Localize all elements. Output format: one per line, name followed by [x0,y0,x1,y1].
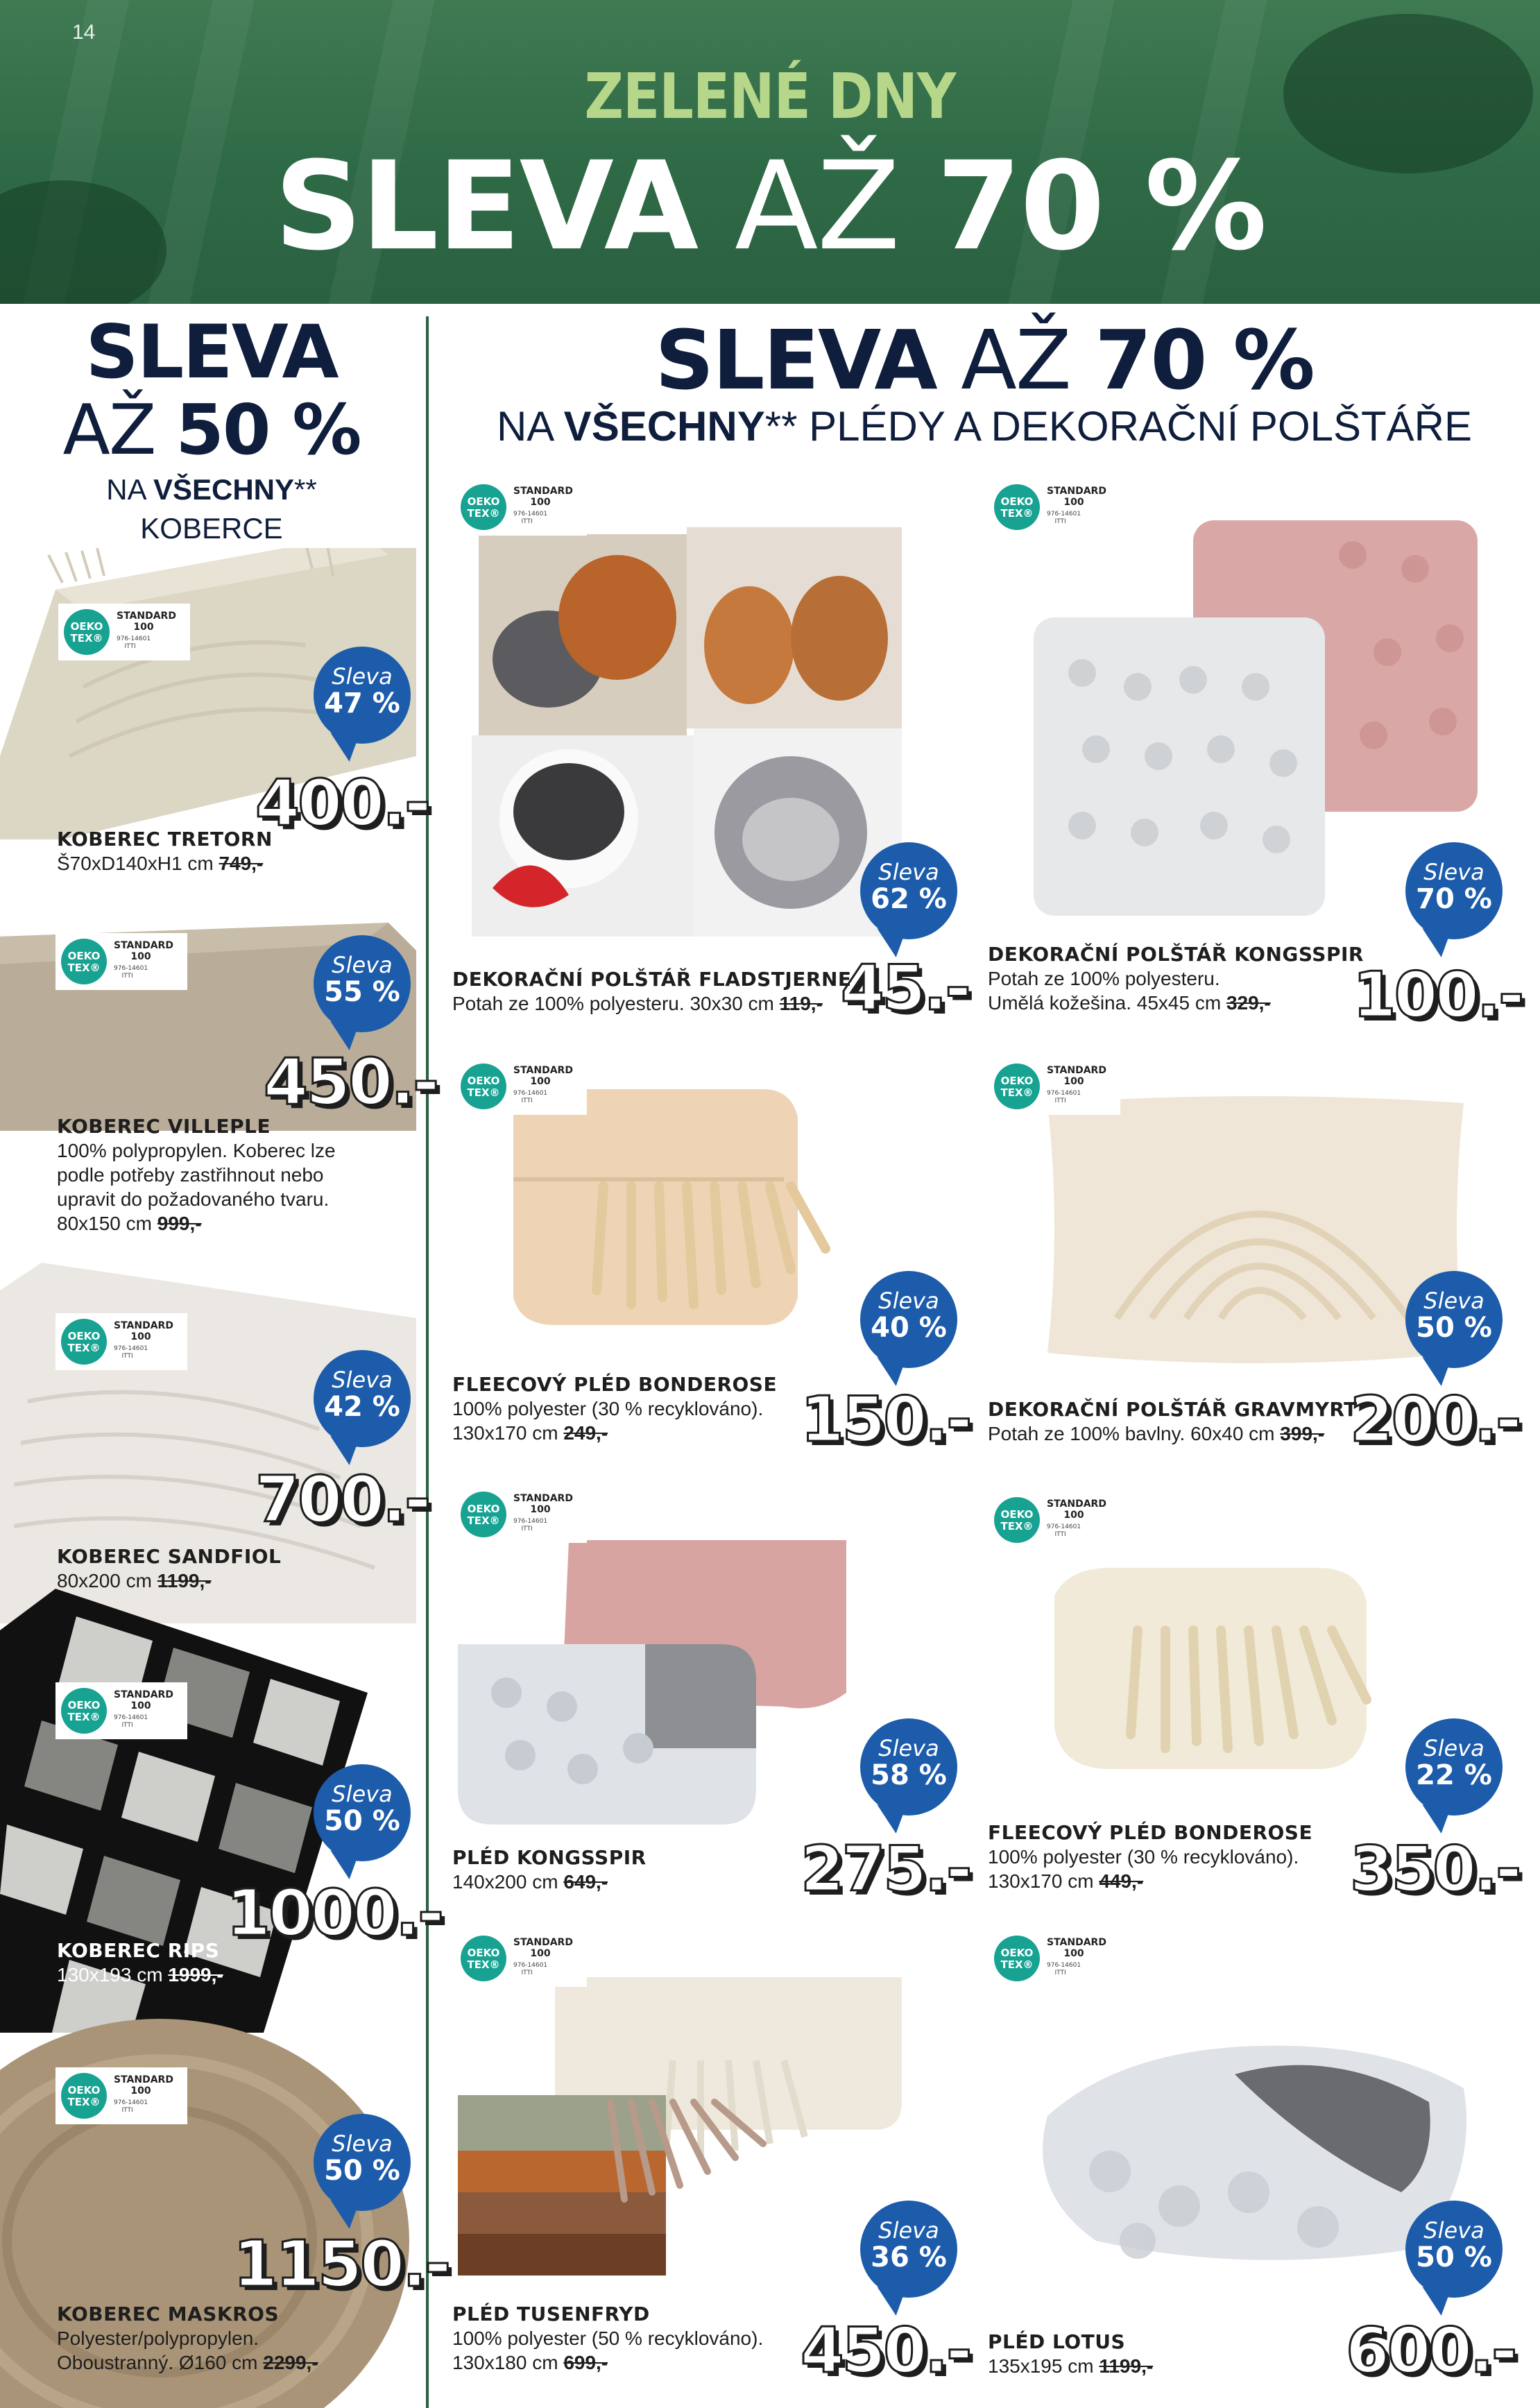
oeko-tex-logo-icon: OEKO TEX® [461,1936,506,1981]
rugs-discount: AŽ 50 % [62,389,361,470]
old-price: 1999,- [168,1964,223,1986]
product-name: PLÉD KONGSSPIR [452,1846,647,1869]
product-name: DEKORAČNÍ POLŠTÁŘ FLADSTJERNE [452,968,852,991]
old-price: 249,- [563,1422,608,1444]
price: 600.- [1346,2314,1516,2387]
product-desc: 100% polyester (30 % recyklováno). [452,1398,764,1419]
price: 400.- [255,766,429,840]
oeko-tex-label: OEKO TEX® STANDARD 100 976-14601 ITTI [455,1930,587,1987]
product-desc: 80x200 cm 1199,- [57,1570,212,1591]
discount-badge: Sleva 40 % [860,1271,957,1368]
product-name: FLEECOVÝ PLÉD BONDEROSE [452,1373,778,1396]
textiles-subline: NA VŠECHNY** PLÉDY A DEKORAČNÍ POLŠTÁŘE [496,403,1473,450]
discount-badge: Sleva 50 % [1405,1271,1503,1368]
oeko-tex-label: OEKO TEX® STANDARD 100 976-14601 ITTI [55,1313,187,1370]
oeko-tex-logo-icon: OEKO TEX® [461,1064,506,1109]
old-price: 119,- [779,993,823,1014]
product-desc: 100% polypropylen. Koberec lze [57,1140,336,1161]
old-price: 449,- [1099,1870,1144,1892]
oeko-tex-label: OEKO TEX® STANDARD 100 976-14601 ITTI [55,933,187,990]
discount-badge: Sleva 36 % [860,2201,957,2298]
product-name: KOBEREC RIPS [57,1939,220,1962]
oeko-tex-label: OEKO TEX® STANDARD 100 976-14601 ITTI [455,1486,587,1543]
price: 45.- [841,952,969,1025]
product-name: PLÉD TUSENFRYD [452,2303,650,2325]
product-desc: 130x170 cm 249,- [452,1422,608,1444]
oeko-tex-logo-icon: OEKO TEX® [61,939,107,984]
banner-title: SLEVA AŽ 70 % [274,135,1266,277]
discount-badge: Sleva 50 % [314,1764,411,1861]
price: 200.- [1350,1383,1520,1456]
product-desc: upravit do požadovaného tvaru. [57,1188,330,1210]
price: 1000.- [226,1876,443,1950]
rugs-headline: SLEVA [85,309,338,395]
old-price: 329,- [1226,992,1271,1014]
product-desc: Umělá kožešina. 45x45 cm 329,- [988,992,1271,1014]
price: 100.- [1353,959,1523,1032]
product-desc: 130x193 cm 1999,- [57,1964,223,1986]
discount-badge: Sleva 50 % [1405,2201,1503,2298]
price: 350.- [1350,1833,1520,1906]
product-name: FLEECOVÝ PLÉD BONDEROSE [988,1821,1313,1844]
oeko-tex-label: OEKO TEX® STANDARD 100 976-14601 ITTI [989,479,1120,536]
throw-bonderose-image [499,1082,860,1346]
oeko-tex-label: OEKO TEX® STANDARD 100 976-14601 ITTI [989,1930,1120,1987]
product-name: DEKORAČNÍ POLŠTÁŘ KONGSSPIR [988,943,1364,966]
product-desc: 130x170 cm 449,- [988,1870,1144,1892]
product-name: KOBEREC SANDFIOL [57,1545,282,1568]
product-desc: Potah ze 100% polyesteru. 30x30 cm 119,- [452,993,823,1014]
column-divider [426,316,429,2408]
oeko-tex-label: OEKO TEX® STANDARD 100 976-14601 ITTI [989,1492,1120,1548]
product-desc: Polyester/polypropylen. [57,2328,259,2349]
oeko-tex-logo-icon: OEKO TEX® [994,1936,1040,1981]
price: 450.- [801,2314,970,2387]
product-desc: 100% polyester (50 % recyklováno). [452,2328,764,2349]
throw-bonderose-2-image [1041,1554,1415,1804]
oeko-tex-logo-icon: OEKO TEX® [61,1319,107,1365]
oeko-tex-logo-icon: OEKO TEX® [461,484,506,530]
price: 1150.- [233,2227,450,2301]
old-price: 2299,- [263,2352,318,2373]
old-price: 399,- [1280,1423,1325,1444]
oeko-tex-logo-icon: OEKO TEX® [994,1497,1040,1543]
textiles-headline: SLEVA AŽ 70 % [655,312,1314,408]
oeko-tex-label: OEKO TEX® STANDARD 100 976-14601 ITTI [989,1058,1120,1115]
product-desc: Š70xD140xH1 cm 749,- [57,853,264,874]
rugs-subline: NA VŠECHNY** [106,473,317,506]
discount-badge: Sleva 22 % [1405,1718,1503,1816]
product-desc: 130x180 cm 699,- [452,2352,608,2373]
product-desc: Oboustranný. Ø160 cm 2299,- [57,2352,318,2373]
old-price: 749,- [219,853,264,874]
oeko-tex-logo-icon: OEKO TEX® [461,1492,506,1537]
page-number: 14 [72,21,96,44]
campaign-label: ZELENÉ DNY [584,61,956,133]
oeko-tex-label: OEKO TEX® STANDARD 100 976-14601 ITTI [455,1058,587,1115]
product-desc: 100% polyester (30 % recyklováno). [988,1846,1299,1868]
old-price: 1199,- [157,1570,212,1591]
old-price: 1199,- [1099,2355,1154,2377]
throw-kongsspir-image [444,1526,888,1845]
old-price: 699,- [563,2352,608,2373]
product-name: DEKORAČNÍ POLŠTÁŘ GRAVMYRT [988,1398,1358,1421]
oeko-tex-label: OEKO TEX® STANDARD 100 976-14601 ITTI [55,2067,187,2124]
discount-badge: Sleva 42 % [314,1350,411,1447]
oeko-tex-logo-icon: OEKO TEX® [61,1688,107,1734]
discount-badge: Sleva 58 % [860,1718,957,1816]
discount-badge: Sleva 47 % [314,647,411,744]
oeko-tex-logo-icon: OEKO TEX® [994,1064,1040,1109]
old-price: 649,- [563,1871,608,1893]
oeko-tex-logo-icon: OEKO TEX® [64,609,110,655]
oeko-tex-label: OEKO TEX® STANDARD 100 976-14601 ITTI [58,604,190,660]
product-name: KOBEREC MASKROS [57,2303,280,2325]
product-desc: 140x200 cm 649,- [452,1871,608,1893]
oeko-tex-logo-icon: OEKO TEX® [994,484,1040,530]
discount-badge: Sleva 55 % [314,935,411,1032]
oeko-tex-label: OEKO TEX® STANDARD 100 976-14601 ITTI [55,1682,187,1739]
header-banner [0,0,1540,304]
pillow-fladstjerne-image [472,527,916,950]
price: 150.- [801,1383,970,1456]
product-desc: podle potřeby zastřihnout nebo [57,1164,324,1186]
old-price: 999,- [157,1213,202,1234]
discount-badge: Sleva 62 % [860,842,957,939]
product-desc: 80x150 cm 999,- [57,1213,202,1234]
oeko-tex-logo-icon: OEKO TEX® [61,2073,107,2119]
price: 700.- [255,1462,429,1537]
discount-badge: Sleva 70 % [1405,842,1503,939]
discount-badge: Sleva 50 % [314,2114,411,2211]
rugs-category: KOBERCE [140,512,283,545]
product-desc: 135x195 cm 1199,- [988,2355,1154,2377]
oeko-tex-label: OEKO TEX® STANDARD 100 976-14601 ITTI [455,479,587,536]
product-name: PLÉD LOTUS [988,2330,1126,2353]
product-desc: Potah ze 100% polyesteru. [988,968,1220,989]
product-name: KOBEREC TRETORN [57,828,273,851]
product-name: KOBEREC VILLEPLE [57,1115,271,1138]
price: 450.- [264,1045,438,1119]
product-desc: Potah ze 100% bavlny. 60x40 cm 399,- [988,1423,1325,1444]
price: 275.- [801,1833,970,1906]
